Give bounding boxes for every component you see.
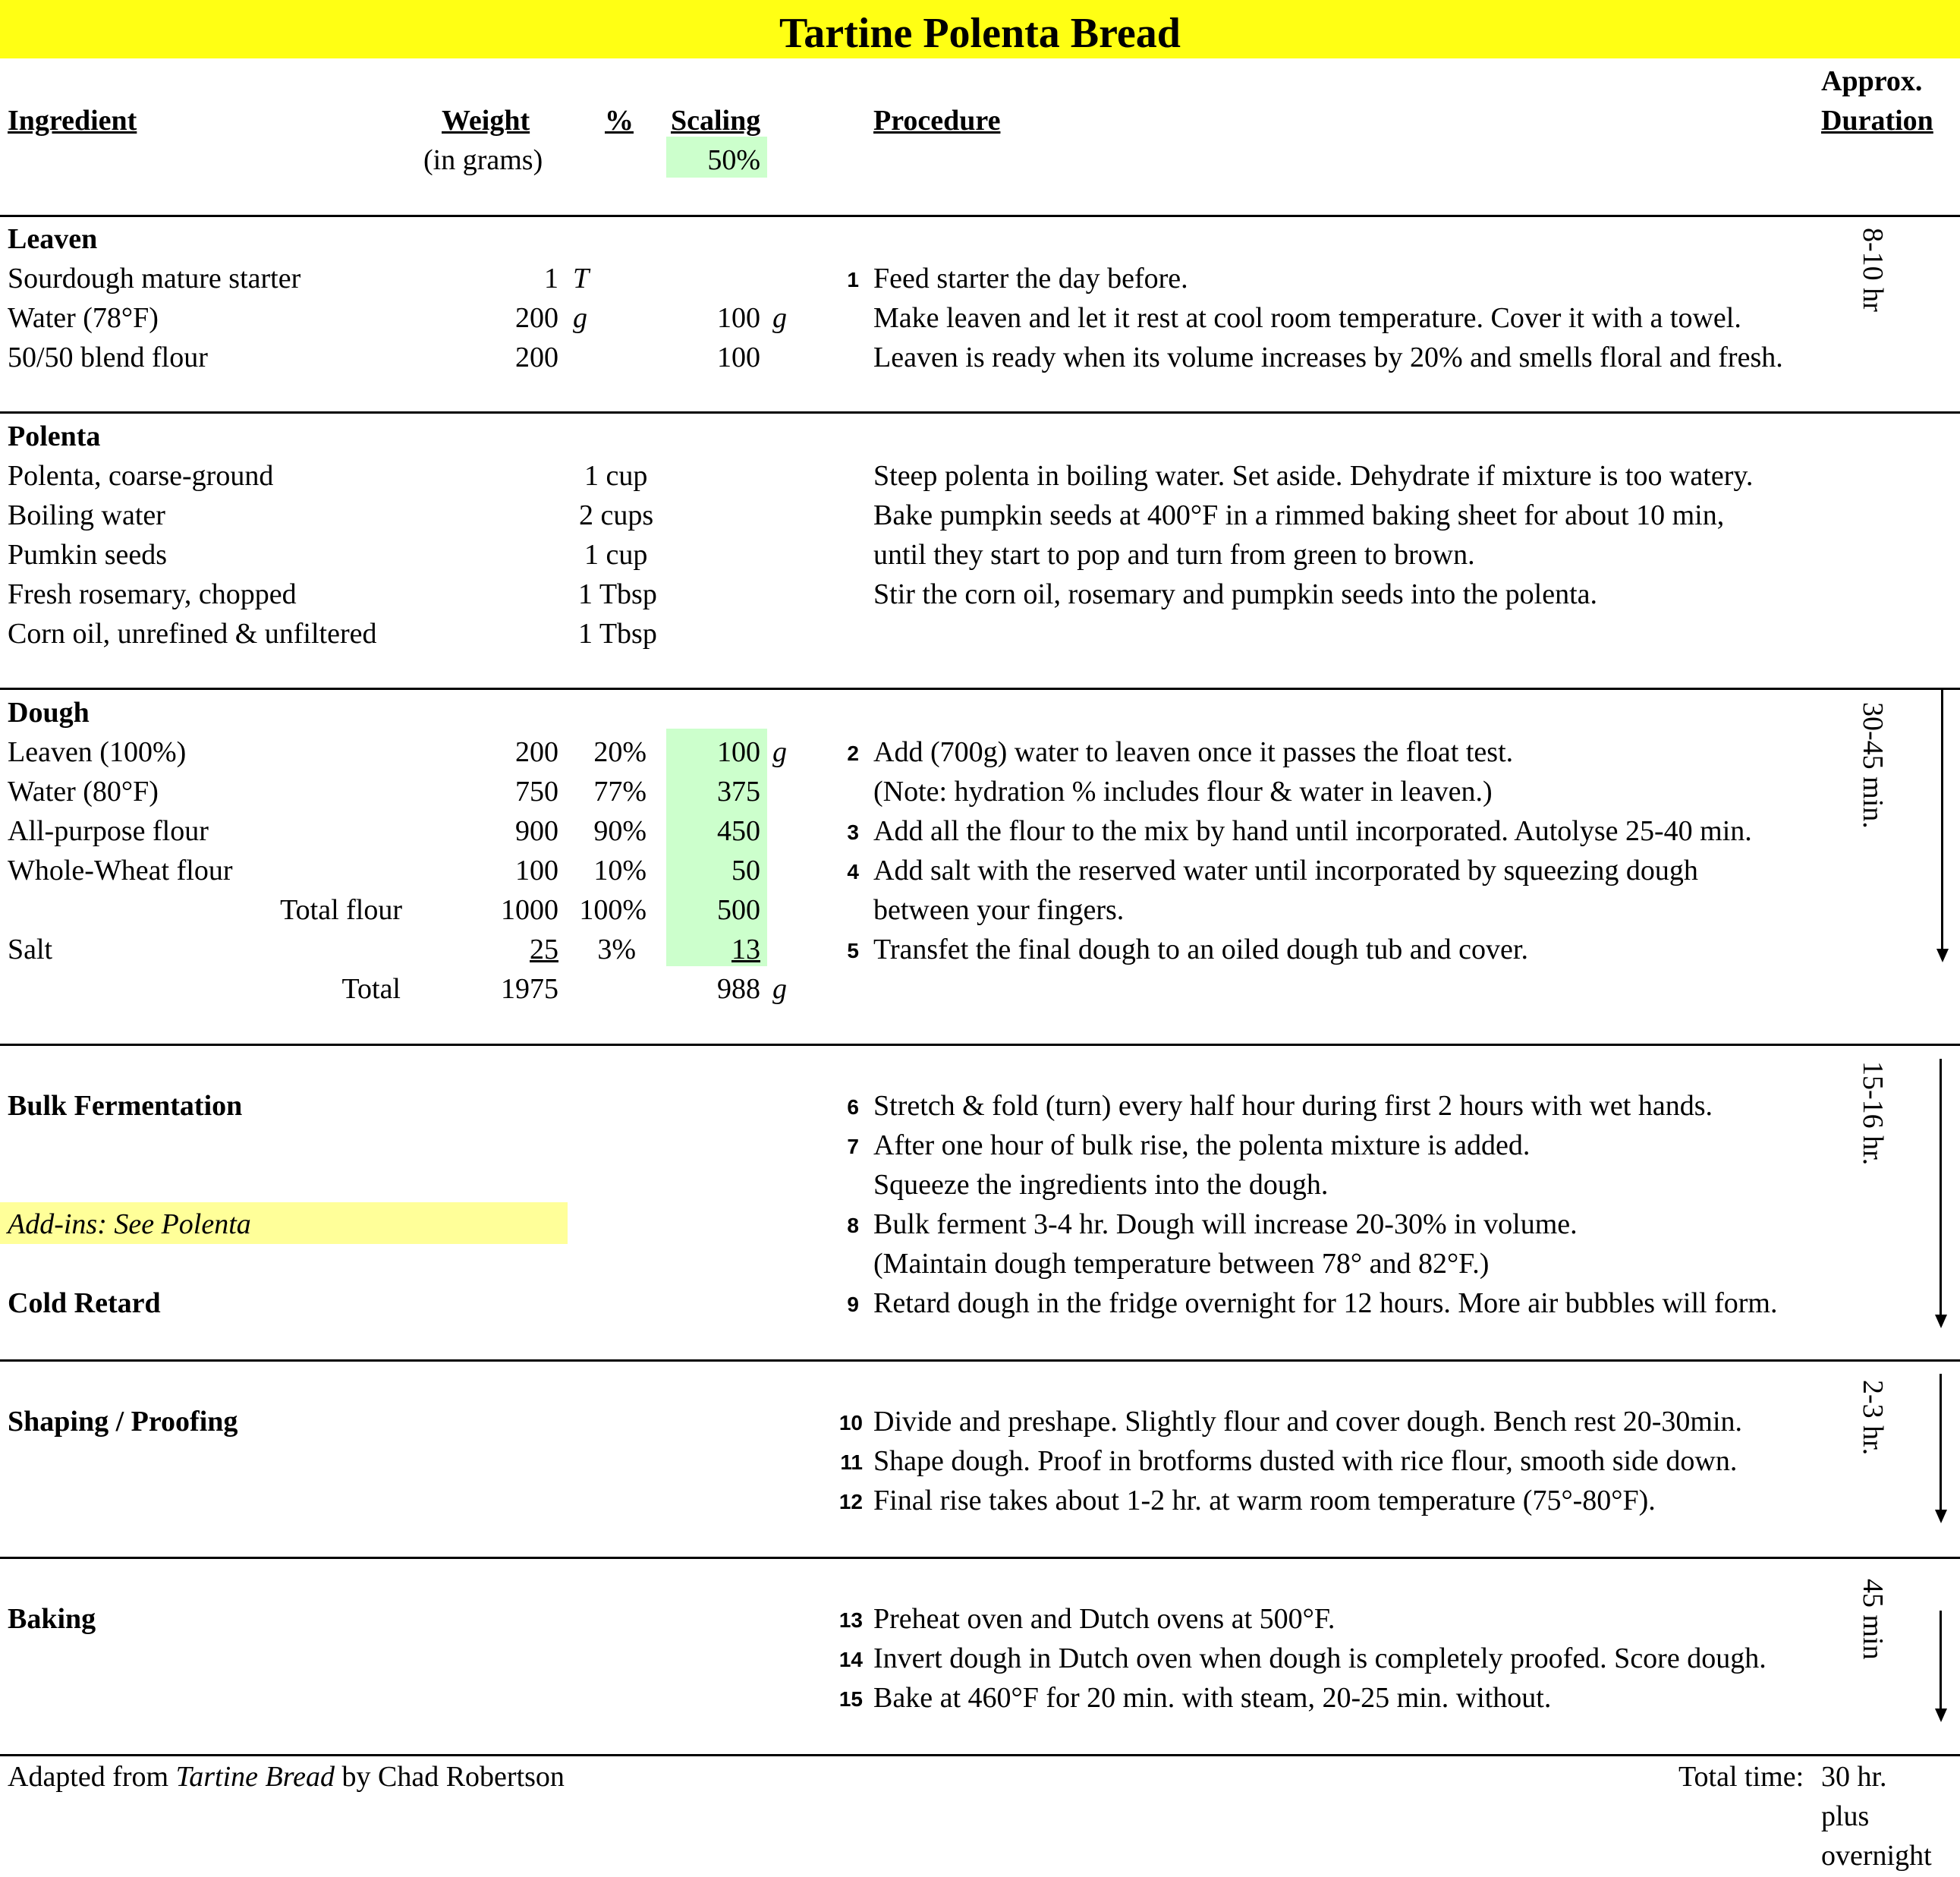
procedure-step: Add salt with the reserved water until incorporated by squeezing dough [873,855,1698,887]
duration-shaping: 2-3 hr. [1857,1380,1889,1456]
duration-arrow [1941,689,1943,951]
scaling-value[interactable]: 50% [707,144,760,176]
procedure-step: Bake pumpkin seeds at 400°F in a rimmed baking sheet for about 10 min, [873,499,1725,531]
dough-scaled: 100 [717,736,760,768]
dough-percent: 100% [579,894,647,926]
divider [0,1557,1960,1559]
procedure-step: Bake at 460°F for 20 min. with steam, 20-25 min. without. [873,1682,1552,1714]
polenta-ingredient: Boiling water [8,499,165,531]
step-number: 4 [847,860,859,883]
arrow-down-icon [1935,1315,1947,1328]
header-duration-1: Approx. [1821,65,1923,97]
polenta-qty: 2 cups [579,499,654,531]
duration-dough: 30-45 min. [1857,702,1889,829]
arrow-down-icon [1935,1510,1947,1523]
step-number: 8 [847,1214,859,1237]
dough-weight: 200 [515,736,558,768]
divider [0,1044,1960,1046]
dough-ingredient: Water (80°F) [8,776,159,808]
dough-scaled: 13 [731,934,760,965]
dough-scaled-unit: g [772,973,787,1005]
section-heading-polenta: Polenta [8,420,101,452]
divider [0,411,1960,414]
leaven-name-1: Sourdough mature starter [8,263,301,294]
section-heading-bulk: Bulk Fermentation [8,1090,243,1122]
procedure-step: Shape dough. Proof in brotforms dusted with rice flour, smooth side down. [873,1445,1738,1477]
duration-baking: 45 min [1857,1579,1889,1660]
procedure-step: (Maintain dough temperature between 78° and 82°F.) [873,1248,1490,1280]
dough-percent: 90% [593,815,647,847]
procedure-step: Stir the corn oil, rosemary and pumpkin seeds into the polenta. [873,578,1598,610]
section-heading-cold-retard: Cold Retard [8,1287,161,1319]
procedure-step: Squeeze the ingredients into the dough. [873,1169,1329,1201]
total-time-value: 30 hr. [1821,1761,1887,1793]
attribution-prefix: Adapted from [8,1761,176,1793]
header-percent: % [605,105,634,137]
section-heading-baking: Baking [8,1603,96,1635]
procedure-step: Final rise takes about 1-2 hr. at warm room temperature (75°-80°F). [873,1485,1656,1516]
step-number: 2 [847,742,859,765]
divider [0,688,1960,690]
polenta-qty: 1 cup [584,539,648,571]
leaven-weight-2: 200 [515,302,558,334]
polenta-ingredient: Pumkin seeds [8,539,168,571]
polenta-ingredient: Fresh rosemary, chopped [8,578,297,610]
header-scaling: Scaling [671,105,761,137]
procedure-step: Retard dough in the fridge overnight for 12 hours. More air bubbles will form. [873,1287,1778,1319]
procedure-step: between your fingers. [873,894,1125,926]
dough-scaled: 50 [731,855,760,887]
divider [0,1754,1960,1756]
dough-scaled: 988 [717,973,760,1005]
section-heading-dough: Dough [8,697,90,729]
total-time-value: plus [1821,1800,1870,1832]
procedure-step: Bulk ferment 3-4 hr. Dough will increase 20-30% in volume. [873,1208,1578,1240]
procedure-step: After one hour of bulk rise, the polenta mixture is added. [873,1129,1531,1161]
dough-weight: 900 [515,815,558,847]
leaven-weight-1: 1 [544,263,558,294]
divider [0,1359,1960,1362]
polenta-qty: 1 Tbsp [578,578,657,610]
dough-scaled: 450 [717,815,760,847]
leaven-name-3: 50/50 blend flour [8,342,208,373]
dough-ingredient: Leaven (100%) [8,736,187,768]
polenta-ingredient: Polenta, coarse-ground [8,460,274,492]
procedure-step: (Note: hydration % includes flour & water in leaven.) [873,776,1493,808]
duration-arrow [1940,1611,1942,1711]
dough-weight: 100 [515,855,558,887]
duration-leaven: 8-10 hr [1857,228,1889,312]
duration-arrow [1940,1374,1942,1512]
header-weight-unit: (in grams) [423,144,543,176]
addins-note: Add-ins: See Polenta [8,1208,251,1240]
leaven-name-2: Water (78°F) [8,302,159,334]
dough-weight: 1975 [501,973,558,1005]
dough-weight: 1000 [501,894,558,926]
procedure-step: Steep polenta in boiling water. Set aside. Dehydrate if mixture is too watery. [873,460,1754,492]
step-number: 9 [847,1293,859,1316]
polenta-ingredient: Corn oil, unrefined & unfiltered [8,618,377,650]
procedure-step: Add (700g) water to leaven once it passes the float test. [873,736,1514,768]
header-ingredient: Ingredient [8,105,137,137]
step-number: 11 [840,1450,863,1474]
arrow-down-icon [1935,1709,1947,1722]
procedure-step: Divide and preshape. Slightly flour and cover dough. Bench rest 20-30min. [873,1406,1743,1438]
page-title: Tartine Polenta Bread [779,10,1181,57]
dough-ingredient: Whole-Wheat flour [8,855,233,887]
total-time-value: overnight [1821,1840,1932,1872]
header-weight: Weight [442,105,530,137]
duration-arrow [1940,1059,1942,1317]
divider [0,215,1960,217]
procedure-step: Preheat oven and Dutch ovens at 500°F. [873,1603,1336,1635]
step-number: 14 [838,1648,863,1671]
leaven-scaled-2: 100 [717,302,760,334]
procedure-step: Add all the flour to the mix by hand until incorporated. Autolyse 25-40 min. [873,815,1752,847]
procedure-step: Transfet the final dough to an oiled dough tub and cover. [873,934,1528,965]
section-heading-leaven: Leaven [8,223,98,255]
dough-weight: 750 [515,776,558,808]
procedure-step: Feed starter the day before. [873,263,1188,294]
leaven-weight-3: 200 [515,342,558,373]
step-number: 10 [838,1411,863,1435]
procedure-step: Stretch & fold (turn) every half hour during first 2 hours with wet hands. [873,1090,1713,1122]
author: by Chad Robertson [334,1761,565,1793]
dough-ingredient: Salt [8,934,53,965]
procedure-step: Make leaven and let it rest at cool room temperature. Cover it with a towel. [873,302,1741,334]
procedure-step: until they start to pop and turn from green to brown. [873,539,1475,571]
arrow-down-icon [1936,949,1949,962]
step-number: 3 [847,820,859,844]
procedure-step: Leaven is ready when its volume increases by 20% and smells floral and fresh. [873,342,1783,373]
procedure-step: Invert dough in Dutch oven when dough is completely proofed. Score dough. [873,1642,1767,1674]
leaven-unit-2: g [573,302,587,334]
leaven-unit-1: T [573,263,590,294]
leaven-sunit-2: g [772,302,787,334]
header-duration-2: Duration [1821,105,1933,137]
polenta-qty: 1 cup [584,460,648,492]
dough-percent: 77% [593,776,647,808]
duration-bulk: 15-16 hr. [1857,1061,1889,1166]
book-title: Tartine Bread [175,1761,335,1793]
dough-scaled: 375 [717,776,760,808]
step-number: 5 [847,939,859,962]
step-number: 13 [838,1608,863,1632]
step-number: 15 [838,1687,863,1711]
dough-percent: 10% [593,855,647,887]
section-heading-shaping: Shaping / Proofing [8,1406,238,1438]
dough-scaled-unit: g [772,736,787,768]
dough-percent: 3% [597,934,636,965]
dough-ingredient: All-purpose flour [8,815,209,847]
leaven-scaled-3: 100 [717,342,760,373]
dough-percent: 20% [593,736,647,768]
step-number-1: 1 [847,268,859,291]
step-number: 12 [838,1490,863,1513]
dough-total-flour-label: Total flour [280,894,402,926]
header-procedure: Procedure [873,105,1001,137]
step-number: 6 [847,1095,859,1119]
step-number: 7 [847,1135,859,1158]
total-time-label: Total time: [1678,1761,1804,1793]
dough-total-label: Total [341,973,401,1005]
polenta-qty: 1 Tbsp [578,618,657,650]
footer-attribution [8,1762,565,1791]
dough-weight: 25 [530,934,558,965]
dough-scaled: 500 [717,894,760,926]
